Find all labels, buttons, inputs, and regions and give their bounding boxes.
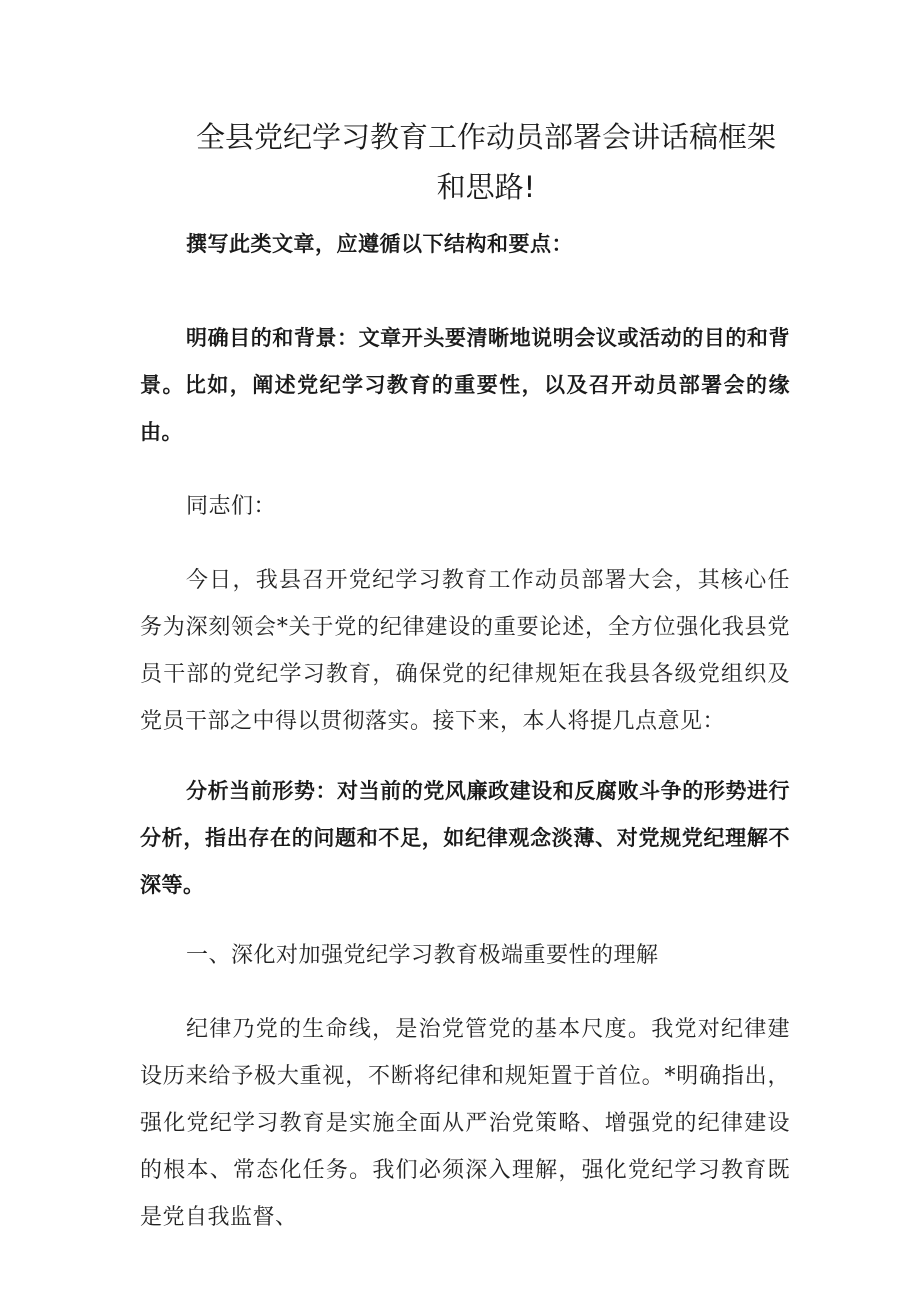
greeting-paragraph: 同志们： xyxy=(186,494,277,519)
document-title: 全县党纪学习教育工作动员部署会讲话稿框架和思路! xyxy=(195,120,776,204)
section-1-body: 纪律乃党的生命线，是治党管党的基本尺度。我党对纪律建设历来给予极大重视，不断将纪律和规矩置于首位。*明确指出，强化党纪学习教育是实施全面从严治党策略、增强党的纪律建设的根本、常态化任务。我们必须深入理解，强化党纪学习教育既是党自我监督、 xyxy=(140,1017,790,1230)
opening-paragraph: 今日，我县召开党纪学习教育工作动员部署大会，其核心任务为深刻领会*关于党的纪律建设的重要论述，全方位强化我县党员干部的党纪学习教育，确保党的纪律规矩在我县各级党组织及党员干部之中得以贯彻落实。接下来，本人将提几点意见： xyxy=(140,568,790,734)
analysis-paragraph: 分析当前形势：对当前的党风廉政建设和反腐败斗争的形势进行分析，指出存在的问题和不足，如纪律观念淡薄、对党规党纪理解不深等。 xyxy=(140,779,790,897)
section-heading-1: 一、深化对加强党纪学习教育极端重要性的理解 xyxy=(186,943,659,968)
purpose-paragraph: 明确目的和背景：文章开头要清晰地说明会议或活动的目的和背景。比如，阐述党纪学习教育的重要性，以及召开动员部署会的缘由。 xyxy=(140,326,790,444)
intro-paragraph: 撰写此类文章，应遵循以下结构和要点： xyxy=(186,232,573,256)
